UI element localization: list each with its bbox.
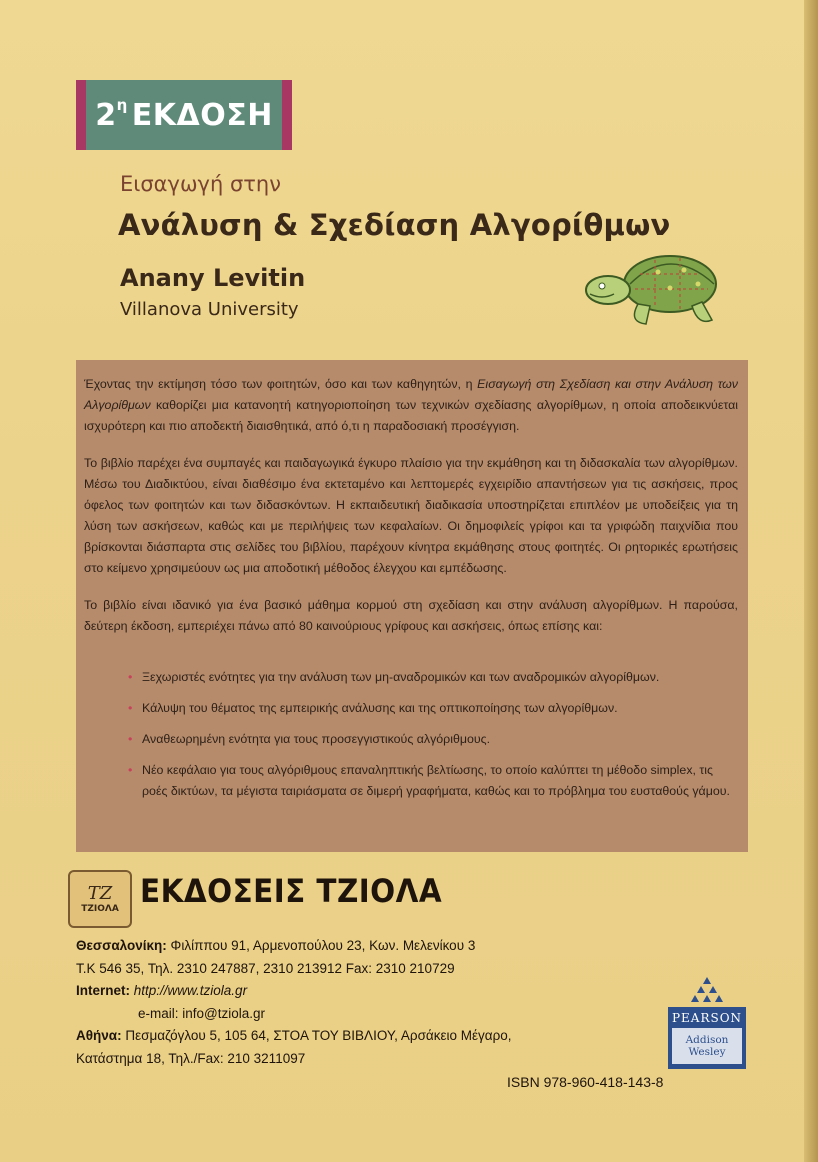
description-paragraph-1: Έχοντας την εκτίμηση τόσο των φοιτητών, όσο και των καθηγητών, η Εισαγωγή στη Σχεδίαση και στην Ανάλυση των Αλγορίθμων καθορίζει μια κατανοητή κατηγοριοποίηση των τεχνικών σχεδίασης αλγορίθμων, η οποία αποδεικνύεται ισχυρότερη και πιο αποδεκτή διαισθητικά, από ό,τι η παραδοσιακή προσέγγιση. [84, 377, 738, 433]
pearson-name: PEARSON [671, 1011, 743, 1025]
internet-line: Internet: http://www.tziola.gr [76, 983, 248, 998]
pearson-triangle-icon [690, 975, 724, 1005]
publisher-name: ΕΚΔΟΣΕΙΣ ΤΖΙΟΛΑ [140, 872, 443, 910]
feature-item: • Κάλυψη του θέματος της εμπειρικής ανάλυσης και της οπτικοποίησης των αλγορίθμων. [132, 698, 738, 719]
edition-badge [76, 80, 292, 150]
pearson-badge [668, 1007, 746, 1069]
description-box [76, 360, 748, 852]
addison-wesley-label: Addison Wesley [672, 1028, 742, 1064]
postal-line: Τ.Κ 546 35, Τηλ. 2310 247887, 2310 213912 Fax: 2310 210729 [76, 960, 455, 976]
edition-number: 2 [95, 97, 117, 133]
feature-list [84, 667, 738, 802]
feature-item: • Ξεχωριστές ενότητες για την ανάλυση των μη-αναδρομικών και των αναδρομικών αλγορίθμων. [132, 667, 738, 688]
thessaloniki-address: Θεσσαλονίκη: Φιλίππου 91, Αρμενοπούλου 23, Κων. Μελενίκου 3 [76, 938, 476, 953]
publisher-contact [76, 935, 636, 1070]
publisher-logo [68, 870, 132, 928]
author-university: Villanova University [120, 299, 299, 320]
spine-edge [804, 0, 818, 1162]
feature-item: • Αναθεωρημένη ενότητα για τους προσεγγιστικούς αλγόριθμους. [132, 729, 738, 750]
email-line[interactable]: e-mail: info@tziola.gr [138, 1005, 265, 1021]
athens-address: Αθήνα: Πεσμαζόγλου 5, 105 64, ΣΤΟΑ ΤΟΥ ΒΙΒΛΙΟΥ, Αρσάκειο Μέγαρο, [76, 1028, 512, 1043]
isbn: ISBN 978-960-418-143-8 [507, 1074, 664, 1090]
feature-item: • Νέο κεφάλαιο για τους αλγόριθμους επαναληπτικής βελτίωσης, το οποίο καλύπτει τη μέθοδο simplex, τις ροές δικτύων, τα μέγιστα ταιριάσματα σε διμερή γραφήματα, καθώς και το πρόβλημα του ευσταθούς γάμου. [132, 760, 738, 802]
athens-line-2: Κατάστημα 18, Τηλ./Fax: 210 3211097 [76, 1050, 306, 1066]
publisher-logo-text: ΤΖΙΟΛΑ [81, 904, 119, 914]
edition-superscript: η [116, 96, 128, 114]
description-paragraph-2: Το βιβλίο παρέχει ένα συμπαγές και παιδαγωγικά έγκυρο πλαίσιο για την εκμάθηση και τη διδασκαλία των αλγορίθμων. Μέσω του Διαδικτύου, είναι διαθέσιμο ένα εκτεταμένο και λεπτομερές εγχειρίδιο απαντήσεων για τις ασκήσεις, προς όφελος των φοιτητών και των διδασκόντων. Η εκπαιδευτική διαδικασία υποστηρίζεται επιπλέον με υποδείξεις για τη λύση των ασκήσεων, καθώς και με περιλήψεις των κεφαλαίων. Οι δημοφιλείς γρίφοι και τα γριφώδη παιχνίδια που βρίσκονται διάσπαρτα στις σελίδες του βιβλίου, παρέχουν κίνητρα εκμάθησης στους φοιτητές. Οι ρητορικές ερωτήσεις στο κείμενο χρησιμεύουν ως μια αποδοτική μέθοδος έλεγχου και εμπέδωσης. [84, 456, 738, 575]
website-link[interactable]: http://www.tziola.gr [133, 983, 248, 998]
book-subtitle: Εισαγωγή στην [120, 172, 281, 196]
book-title: Ανάλυση & Σχεδίαση Αλγορίθμων [118, 208, 671, 242]
pearson-logo [668, 975, 746, 1071]
book-author: Anany Levitin [120, 264, 306, 292]
turtle-illustration [580, 244, 728, 332]
edition-label: ΕΚΔΟΣΗ [131, 97, 273, 133]
book-title-italic: Εισαγωγή στη Σχεδίαση και στην Ανάλυση των Αλγορίθμων [84, 377, 738, 412]
description-paragraph-3: Το βιβλίο είναι ιδανικό για ένα βασικό μάθημα κορμού στη σχεδίαση και στην ανάλυση αλγορίθμων. Η παρούσα, δεύτερη έκδοση, εμπεριέχει πάνω από 80 καινούριους γρίφους και ασκήσεις, όπως επίσης και: [84, 598, 738, 633]
publisher-logo-monogram: TZ [87, 883, 113, 904]
